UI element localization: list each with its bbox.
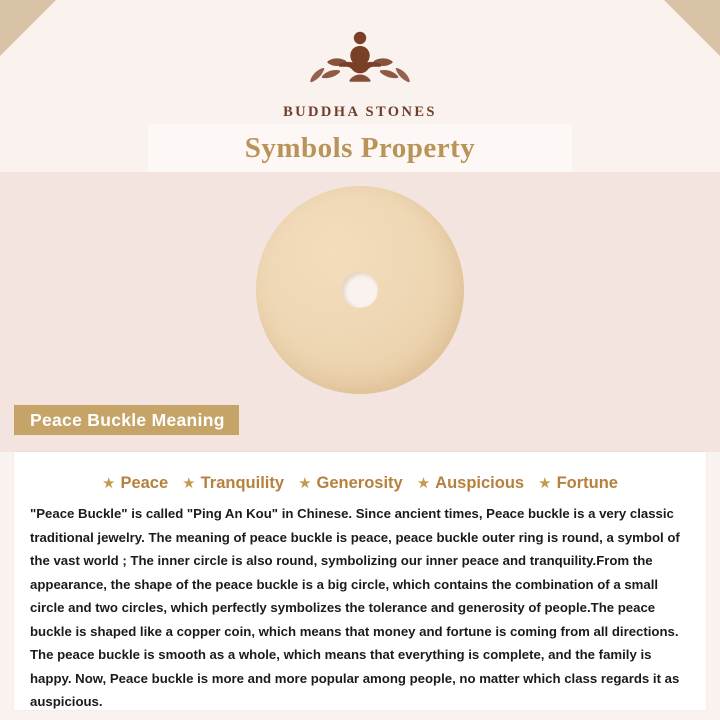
keyword-label: Generosity [316,474,403,492]
keyword-label: Peace [120,474,169,492]
star-icon: ★ [182,475,196,492]
peace-buckle-disc [256,186,464,394]
star-icon: ★ [416,475,431,492]
section-label-peace-buckle-meaning [14,405,239,435]
keyword-item [538,474,618,493]
page-title [148,124,572,172]
brand-logo-block [0,24,720,121]
product-image [0,186,720,394]
page-title-text: Symbols Property [244,131,476,164]
keyword-label: Fortune [556,474,618,492]
description-paragraph: "Peace Buckle" is called "Ping An Kou" in Chinese. Since ancient times, Peace buckle is a very classic traditional jewelry. The meaning of peace buckle is peace, peace buckle outer ring is round, a symbol of the vast world ; The inner circle is also round, symbolizing our inner peace and tranquility.From the appearance, the shape of the peace buckle is a big circle, which contains the combination of a small circle and two circles, which perfectly symbolizes the tolerance and generosity of people.The peace buckle is shaped like a copper coin, which means that money and fortune is coming from all directions. The peace buckle is smooth as a whole, which means that everything is complete, and the family is happy. Now, Peace buckle is more and more popular among people, no matter which class regards it as auspicious. [30,506,680,709]
keyword-item [102,474,168,493]
keyword-item [417,474,524,493]
keyword-list [0,474,720,493]
keyword-label: Tranquility [200,474,285,492]
section-label-text: Peace Buckle Meaning [30,409,225,430]
keyword-item [298,474,403,493]
keyword-item [182,474,284,493]
keyword-label: Auspicious [435,474,525,492]
star-icon: ★ [102,475,116,492]
peace-buckle-center-hole [342,272,378,308]
lotus-meditation-logo-icon [285,24,435,96]
star-icon: ★ [538,475,552,492]
brand-name: BUDDHA STONES [283,104,437,120]
star-icon: ★ [298,475,312,492]
